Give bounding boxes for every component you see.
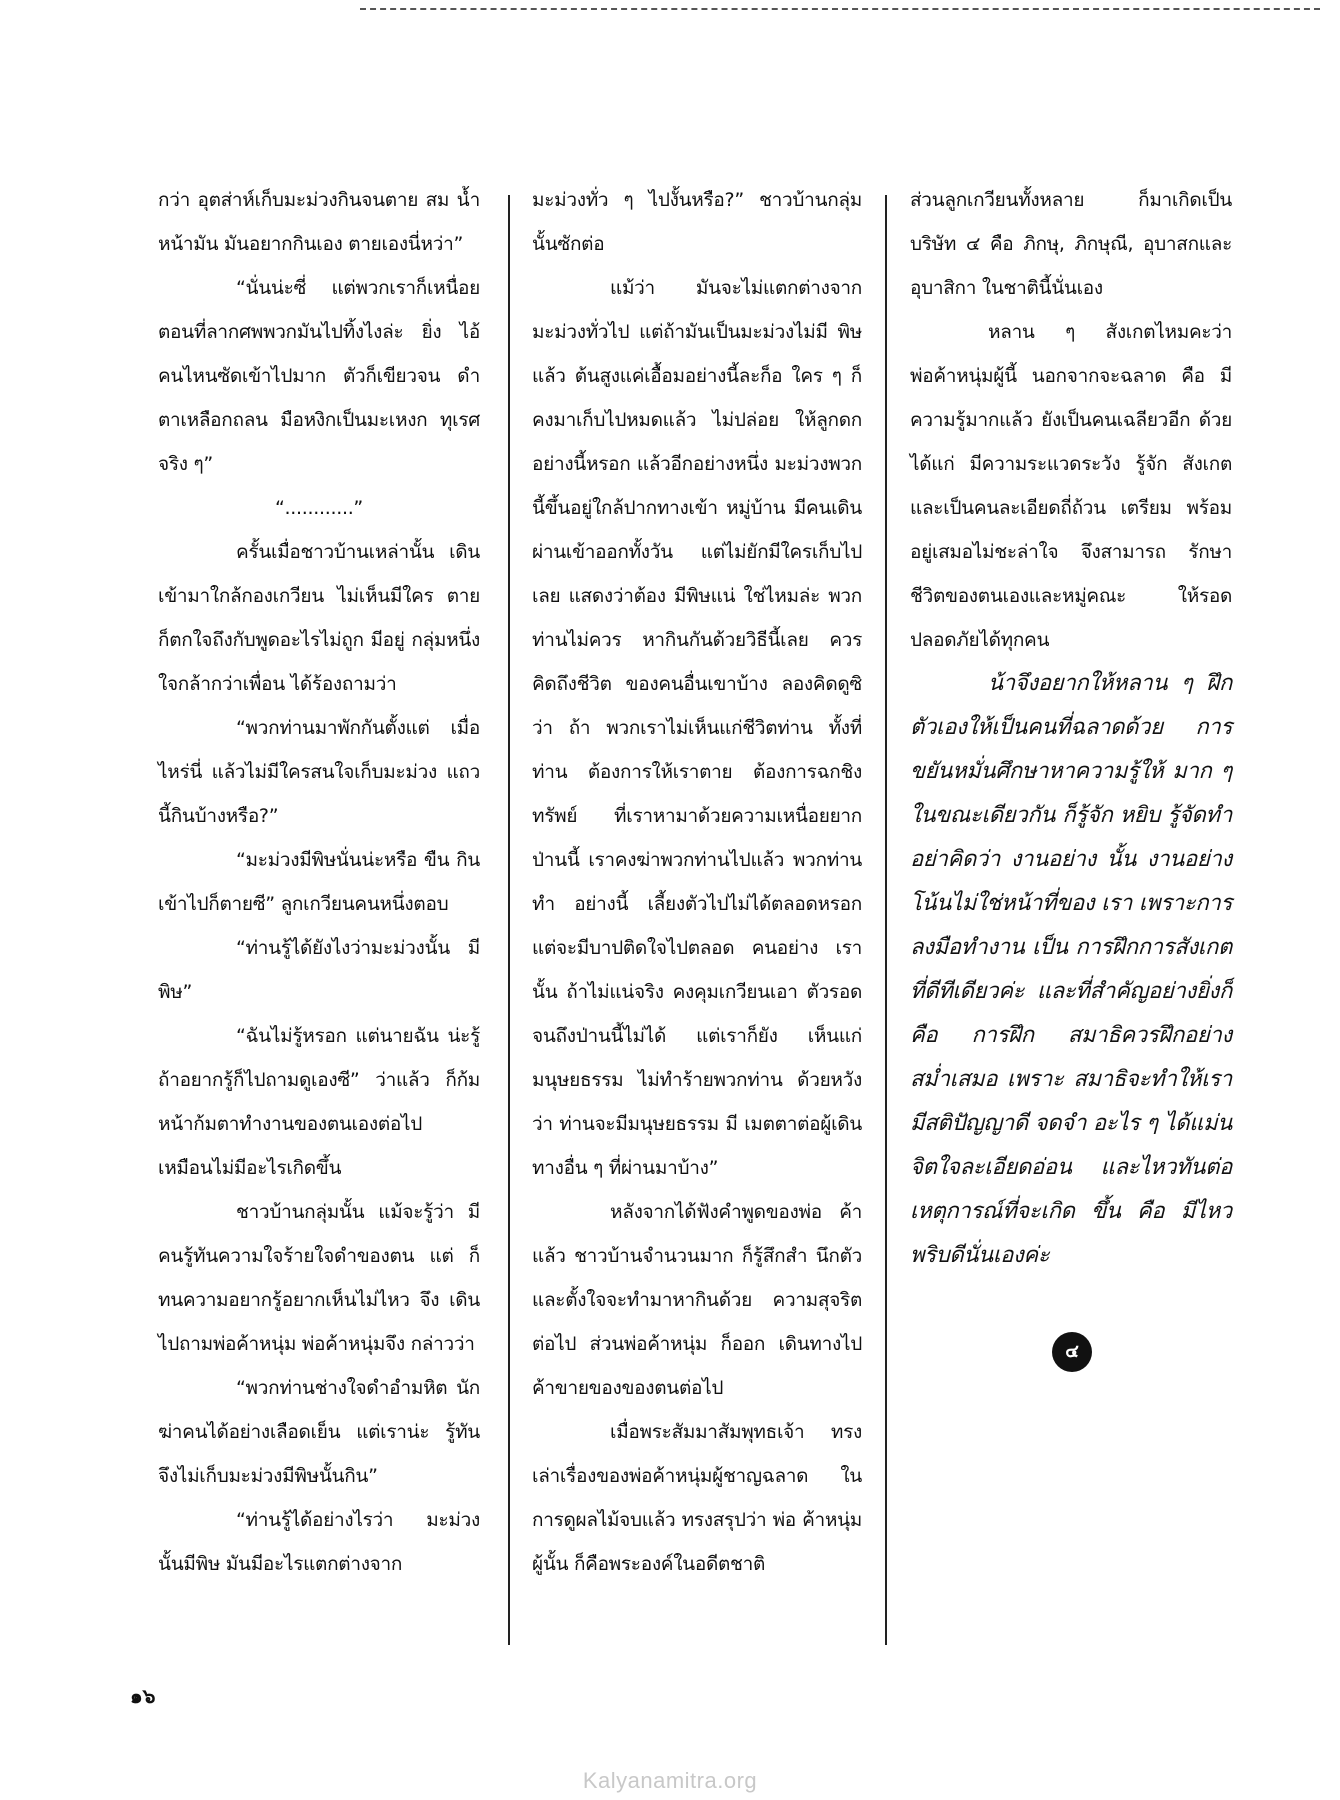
paragraph: “พวกท่านมาพักกันตั้งแต่ เมื่อไหร่นี่ แล้วไม่มีใครสนใจเก็บมะม่วง แถวนี้กินบ้างหรือ?” [158, 717, 480, 827]
page-number: ๑๖ [130, 1684, 156, 1708]
text-column-left [158, 178, 480, 1586]
paragraph: กว่า อุตส่าห์เก็บมะม่วงกินจนตาย สม น้ำหน้ามัน มันอยากกินเอง ตายเองนี่หว่า” [158, 189, 480, 255]
paragraph: เมื่อพระสัมมาสัมพุทธเจ้า ทรงเล่าเรื่องของพ่อค้าหนุ่มผู้ชาญฉลาด ในการดูผลไม้จบแล้ว ทรงสรุปว่า พ่อ ค้าหนุ่มผู้นั้น ก็คือพระองค์ในอดีตชาติ [532, 1421, 862, 1575]
paragraph: “ท่านรู้ได้อย่างไรว่า มะม่วง นั้นมีพิษ มันมีอะไรแตกต่างจาก [158, 1509, 480, 1575]
paragraph: “............” [275, 497, 363, 519]
paragraph: “นั่นน่ะซี่ แต่พวกเราก็เหนื่อย ตอนที่ลากศพพวกมันไปทิ้งไงล่ะ ยิ่ง ไอ้คนไหนซัดเข้าไปมาก ตัวก็เขียวจน ดำ ตาเหลือกถลน มือหงิกเป็นมะเหงก ทุเรศจริง ๆ” [158, 277, 480, 475]
paragraph: “ฉันไม่รู้หรอก แต่นายฉัน น่ะรู้ ถ้าอยากรู้ก็ไปถามดูเองซี” ว่าแล้ว ก็ก้มหน้าก้มตาทำงานของตนเองต่อไป เหมือนไม่มีอะไรเกิดขึ้น [158, 1025, 480, 1179]
section-end-seal: ๔ [1052, 1332, 1092, 1372]
watermark: Kalyanamitra.org [582, 1768, 758, 1793]
paragraph: หลาน ๆ สังเกตไหมคะว่า พ่อค้าหนุ่มผู้นี้ นอกจากจะฉลาด คือ มีความรู้มากแล้ว ยังเป็นคนเฉลียวอีก ด้วย ได้แก่ มีความระแวดระวัง รู้จัก สังเกต และเป็นคนละเอียดถี่ถ้วน เตรียม พร้อมอยู่เสมอไม่ชะล่าใจ จึงสามารถ รักษาชีวิตของตนเองและหมู่คณะ ให้รอดปลอดภัยได้ทุกคน [910, 321, 1232, 651]
paragraph: มะม่วงทั่ว ๆ ไปงั้นหรือ?” ชาวบ้านกลุ่ม นั้นซักต่อ [532, 189, 862, 255]
text-column-right [910, 178, 1232, 1278]
paragraph: “พวกท่านช่างใจดำอำมหิต นัก ฆ่าคนได้อย่างเลือดเย็น แต่เราน่ะ รู้ทัน จึงไม่เก็บมะม่วงมีพิษนั้นกิน” [158, 1377, 480, 1487]
column-divider-right [885, 195, 887, 1645]
top-dashed-rule [360, 8, 1320, 14]
paragraph: ส่วนลูกเกวียนทั้งหลาย ก็มาเกิดเป็น บริษัท ๔ คือ ภิกษุ, ภิกษุณี, อุบาสกและ อุบาสิกา ในชาตินี้นั่นเอง [910, 189, 1232, 299]
paragraph: น้าจึงอยากให้หลาน ๆ ฝึกตัวเองให้เป็นคนที่ฉลาดด้วย การขยันหมั่นศึกษาหาความรู้ให้ มาก ๆ ในขณะเดียวกัน ก็รู้จัก หยิบ รู้จัดทำ อย่าคิดว่า งานอย่าง นั้น งานอย่างโน้นไม่ใช่หน้าที่ของ เรา เพราะการลงมือทำงาน เป็น การฝึกการสังเกตที่ดีทีเดียวค่ะ และที่สำคัญอย่างยิ่งก็คือ การฝึก สมาธิควรฝึกอย่างสม่ำเสมอ เพราะ สมาธิจะทำให้เรามีสติปัญญาดี จดจำ อะไร ๆ ได้แม่น จิตใจละเอียดอ่อน และไหวทันต่อเหตุการณ์ที่จะเกิด ขึ้น คือ มีไหวพริบดีนั่นเองค่ะ [910, 671, 1233, 1268]
paragraph: แม้ว่า มันจะไม่แตกต่างจาก มะม่วงทั่วไป แต่ถ้ามันเป็นมะม่วงไม่มี พิษแล้ว ต้นสูงแค่เอื้อมอย่างนี้ละก็อ ใคร ๆ ก็คงมาเก็บไปหมดแล้ว ไม่ปล่อย ให้ลูกดกอย่างนี้หรอก แล้วอีกอย่างหนึ่ง มะม่วงพวกนี้ขึ้นอยู่ใกล้ปากทางเข้า หมู่บ้าน มีคนเดินผ่านเข้าออกทั้งวัน แต่ไม่ยักมีใครเก็บไปเลย แสดงว่าต้อง มีพิษแน่ ใช่ไหมล่ะ พวกท่านไม่ควร หากินกันด้วยวิธีนี้เลย ควรคิดถึงชีวิต ของคนอื่นเขาบ้าง ลองคิดดูซิว่า ถ้า พวกเราไม่เห็นแก่ชีวิตท่าน ทั้งที่ท่าน ต้องการให้เราตาย ต้องการฉกชิงทรัพย์ ที่เราหามาด้วยความเหนื่อยยาก ป่านนี้ เราคงฆ่าพวกท่านไปแล้ว พวกท่านทำ อย่างนี้ เลี้ยงตัวไปไม่ได้ตลอดหรอก แต่จะมีบาปติดใจไปตลอด คนอย่าง เรานั้น ถ้าไม่แน่จริง คงคุมเกวียนเอา ตัวรอดจนถึงป่านนี้ไม่ได้ แต่เราก็ยัง เห็นแก่มนุษยธรรม ไม่ทำร้ายพวกท่าน ด้วยหวังว่า ท่านจะมีมนุษยธรรม มี เมตตาต่อผู้เดินทางอื่น ๆ ที่ผ่านมาบ้าง” [532, 277, 862, 1179]
paragraph: “มะม่วงมีพิษนั่นน่ะหรือ ขืน กินเข้าไปก็ตายซี” ลูกเกวียนคนหนึ่งตอบ [158, 849, 480, 915]
paragraph: “ท่านรู้ได้ยังไงว่ามะม่วงนั้น มีพิษ” [158, 937, 480, 1003]
text-column-middle [532, 178, 862, 1586]
column-divider-left [508, 195, 510, 1645]
paragraph: ชาวบ้านกลุ่มนั้น แม้จะรู้ว่า มีคนรู้ทันความใจร้ายใจดำของตน แต่ ก็ทนความอยากรู้อยากเห็นไม่ไหว จึง เดินไปถามพ่อค้าหนุ่ม พ่อค้าหนุ่มจึง กล่าวว่า [158, 1201, 480, 1355]
paragraph: หลังจากได้ฟังคำพูดของพ่อ ค้าแล้ว ชาวบ้านจำนวนมาก ก็รู้สึกสำ นึกตัว และตั้งใจจะทำมาหากินด้วย ความสุจริตต่อไป ส่วนพ่อค้าหนุ่ม ก็ออก เดินทางไปค้าขายของของตนต่อไป [532, 1201, 862, 1399]
paragraph: ครั้นเมื่อชาวบ้านเหล่านั้น เดินเข้ามาใกล้กองเกวียน ไม่เห็นมีใคร ตาย ก็ตกใจถึงกับพูดอะไรไม่ถูก มีอยู่ กลุ่มหนึ่ง ใจกล้ากว่าเพื่อน ได้ร้องถามว่า [158, 541, 480, 695]
